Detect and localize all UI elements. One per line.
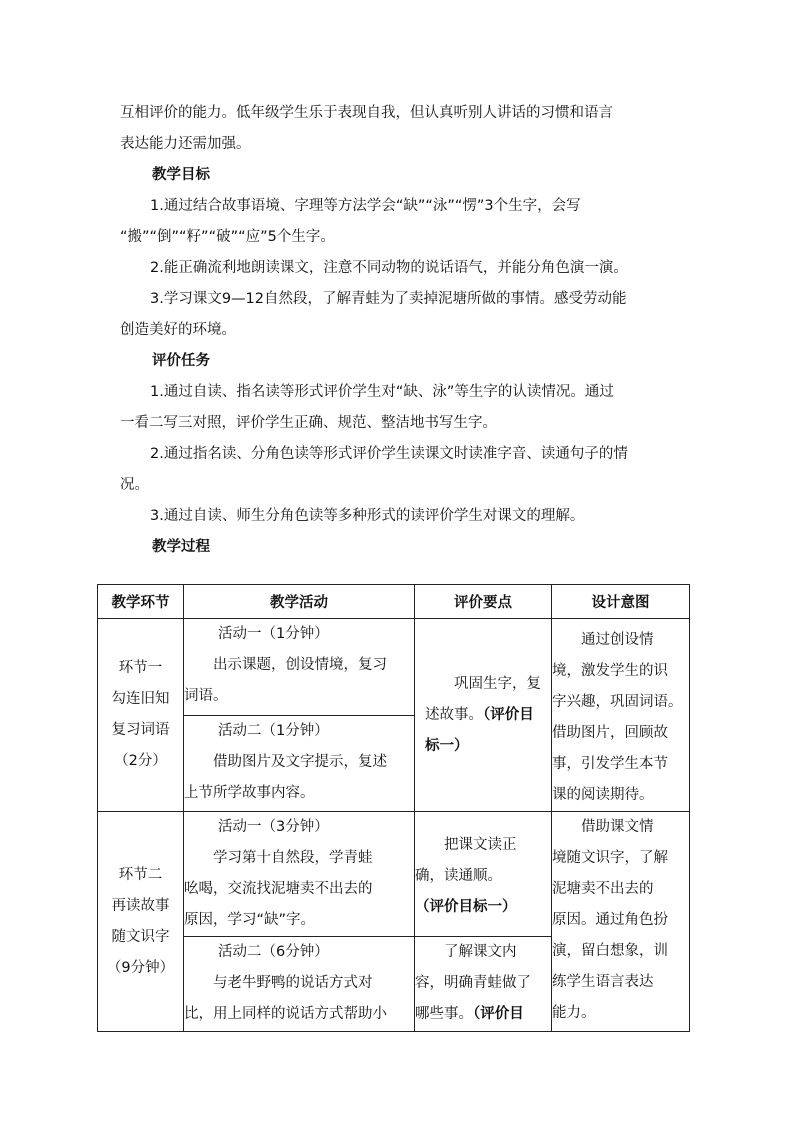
goal-3-line-1: 3.学习课文9—12自然段，了解青蛙为了卖掉泥塘所做的事情。感受劳动能: [150, 291, 627, 307]
table-row: [98, 619, 690, 716]
evaluation-target: （评价目: [473, 1006, 524, 1022]
intent-line: 练学生语言表达: [552, 974, 654, 990]
goal-2-line-1: 2.能正确流利地朗读课文，注意不同动物的说话语气，并能分角色演一演。: [150, 260, 628, 276]
activity-text: 词语。: [184, 688, 228, 704]
table-header-row: [98, 585, 690, 619]
activity-cell: [184, 619, 415, 716]
activity-title: 活动二（6分钟）: [218, 944, 329, 960]
intent-line: 借助课文情: [581, 819, 654, 835]
intent-line: 境随文识字，了解: [552, 850, 668, 866]
table-row: [98, 812, 690, 937]
activity-text: 借助图片及文字提示，复述: [213, 753, 387, 770]
heading-goals: 教学目标: [152, 167, 210, 183]
stage-2-line: 再读故事: [111, 897, 170, 914]
evaluation-text: 哪些事。: [415, 1006, 473, 1022]
goal-3-line-2: 创造美好的环境。: [120, 322, 236, 338]
header-intent: 设计意图: [552, 585, 690, 619]
stage-1-line: 环节一: [118, 660, 163, 676]
stage-1-line: （2分）: [114, 753, 167, 769]
stage-2-cell: [98, 812, 184, 1032]
intent-line: 通过创设情: [581, 632, 654, 648]
task-1-line-1: 1.通过自读、指名读等形式评价学生对“缺、泳”等生字的认读情况。通过: [150, 384, 614, 400]
intent-line: 事，引发学生本节: [552, 756, 668, 772]
task-1-line-2: 一看二写三对照，评价学生正确、规范、整洁地书写生字。: [120, 415, 497, 431]
intro-line-2: 表达能力还需加强。: [120, 136, 251, 152]
evaluation-cell: [415, 937, 552, 1032]
stage-1-line: 勾连旧知: [111, 691, 170, 707]
task-3-line-1: 3.通过自读、师生分角色读等多种形式的读评价学生对课文的理解。: [150, 508, 585, 524]
evaluation-line: 标一）: [425, 737, 469, 754]
stage-1-cell: [98, 619, 184, 812]
task-2-line-2: 况。: [120, 477, 149, 493]
evaluation-cell: [415, 619, 552, 812]
intent-line: 泥塘卖不出去的: [552, 881, 654, 897]
evaluation-line: 容，明确青蛙做了: [415, 975, 531, 991]
intent-line: 课的阅读期待。: [552, 787, 654, 803]
header-stage: 教学环节: [98, 585, 184, 619]
evaluation-line: 把课文读正: [444, 837, 517, 853]
heading-process: 教学过程: [152, 539, 210, 555]
intent-line: 能力。: [552, 1005, 596, 1021]
stage-2-line: （9分钟）: [106, 959, 175, 976]
intent-line: 演，留白想象，训: [552, 943, 668, 959]
stage-2-line: 环节二: [118, 866, 163, 883]
stage-2-line: 随文识字: [111, 928, 170, 945]
stage-1-line: 复习词语: [111, 722, 170, 738]
heading-tasks: 评价任务: [152, 353, 210, 369]
header-evaluation: 评价要点: [415, 585, 552, 619]
activity-text: 学习第十自然段，学青蛙: [213, 850, 373, 866]
intent-cell: [552, 619, 690, 812]
header-activity: 教学活动: [184, 585, 415, 619]
intent-line: 原因。通过角色扮: [552, 912, 668, 928]
goal-1-line-2: “搬”“倒”“籽”“破”“应”5个生字。: [120, 229, 335, 245]
activity-text: 与老牛野鸭的说话方式对: [213, 975, 373, 991]
activity-text: 上节所学故事内容。: [184, 784, 315, 801]
activity-cell: [184, 715, 415, 812]
goal-1-line-1: 1.通过结合故事语境、字理等方法学会“缺”“泳”“愣”3个生字，会写: [150, 198, 581, 214]
intent-line: 借助图片，回顾故: [552, 725, 668, 741]
evaluation-line: （评价目标一）: [415, 899, 517, 915]
evaluation-line: 巩固生字，复: [454, 675, 541, 692]
activity-title: 活动一（3分钟）: [218, 819, 329, 835]
activity-cell: [184, 937, 415, 1032]
evaluation-cell: [415, 812, 552, 937]
task-2-line-1: 2.通过指名读、分角色读等形式评价学生读课文时读准字音、读通句子的情: [150, 446, 628, 462]
intent-line: 境，激发学生的识: [552, 663, 668, 679]
activity-title: 活动二（1分钟）: [218, 722, 329, 739]
intent-cell: [552, 812, 690, 1032]
activity-cell: [184, 812, 415, 937]
activity-text: 原因，学习“缺”字。: [184, 912, 316, 928]
activity-text: 吆喝，交流找泥塘卖不出去的: [184, 881, 373, 897]
evaluation-line: 了解课文内: [444, 944, 517, 960]
evaluation-target: （评价目: [483, 706, 534, 723]
evaluation-text: 述故事。: [425, 706, 483, 723]
activity-title: 活动一（1分钟）: [218, 626, 329, 642]
evaluation-line: 确，读通顺。: [415, 868, 502, 884]
intent-line: 字兴趣，巩固词语。: [552, 694, 683, 710]
evaluation-line: [425, 700, 547, 731]
intro-line-1: 互相评价的能力。低年级学生乐于表现自我，但认真听别人讲话的习惯和语言: [120, 105, 613, 121]
evaluation-line: [415, 999, 551, 1030]
activity-text: 比，用上同样的说话方式帮助小: [184, 1006, 387, 1022]
lesson-table: [97, 584, 690, 1032]
activity-text: 出示课题，创设情境，复习: [213, 657, 387, 673]
